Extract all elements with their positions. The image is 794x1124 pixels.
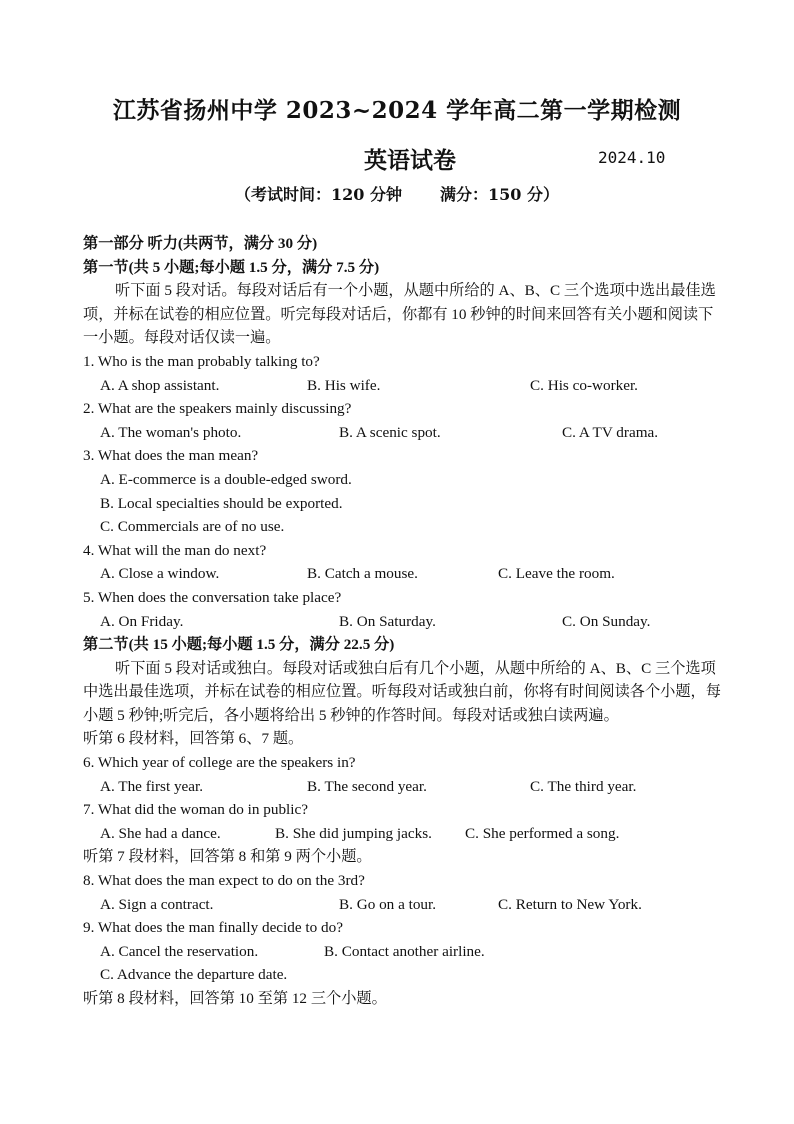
material-8-note: 听第 8 段材料，回答第 10 至第 12 三个小题。 (83, 990, 387, 1007)
option-b: B. On Saturday. (339, 612, 436, 630)
question-4: 4. What will the man do next? (83, 541, 267, 559)
question-5-options (83, 610, 723, 634)
question-7-options (83, 822, 723, 846)
option-c: C. On Sunday. (562, 612, 651, 630)
option-c: C. His co-worker. (530, 376, 638, 394)
option-b: B. Local specialties should be exported. (100, 494, 343, 512)
option-b: B. Contact another airline. (324, 942, 485, 960)
exam-info (0, 182, 794, 205)
option-b: B. A scenic spot. (339, 423, 441, 441)
exam-subtitle: 英语试卷 (364, 147, 456, 174)
exam-content (83, 232, 723, 1011)
option-c: C. She performed a song. (465, 824, 620, 842)
material-6-note: 听第 6 段材料，回答第 6、7 题。 (83, 730, 304, 748)
part1-heading: 第一部分 听力(共两节，满分 30 分) (83, 235, 318, 252)
option-a: A. Cancel the reservation. (100, 942, 259, 960)
question-8: 8. What does the man expect to do on the 3rd? (83, 872, 365, 890)
question-8-options (83, 893, 723, 917)
question-2-options (83, 421, 723, 445)
question-4-options (83, 562, 723, 586)
section1-instructions: 听下面 5 段对话。每段对话后有一个小题，从题中所给的 A、B、C 三个选项中选出最佳选项，并标在试卷的相应位置。听完每段对话后，你都有 10 秒钟的时间来回答有关小题和阅读下一小题。每段对话仅读一遍。 (83, 282, 716, 347)
option-c: C. Advance the departure date. (100, 966, 288, 984)
exam-score: 满分：150 分） (440, 185, 559, 204)
option-a: A. Sign a contract. (100, 895, 214, 913)
option-b: B. His wife. (307, 376, 381, 394)
exam-date: 2024.10 (598, 148, 666, 167)
option-c: C. Leave the room. (498, 565, 615, 583)
question-3: 3. What does the man mean? (83, 447, 259, 465)
option-a: A. The woman's photo. (100, 423, 242, 441)
section1-heading: 第一节(共 5 小题;每小题 1.5 分，满分 7.5 分) (83, 258, 380, 276)
section2-instructions: 听下面 5 段对话或独白。每段对话或独白后有几个小题，从题中所给的 A、B、C 三个选项中选出最佳选项，并标在试卷的相应位置。听每段对话或独白前，你将有时间阅读各个小题，每小题 5 秒钟;听完后，各小题将给出 5 秒钟的作答时间。每段对话或独白读两遍。 (83, 659, 721, 724)
question-6-options (83, 775, 723, 799)
question-9: 9. What does the man finally decide to do? (83, 919, 343, 937)
subtitle-row (0, 142, 794, 172)
option-b: B. Go on a tour. (339, 895, 437, 913)
question-2: 2. What are the speakers mainly discussing? (83, 400, 352, 418)
option-c: C. Commercials are of no use. (100, 518, 285, 536)
option-a: A. E-commerce is a double-edged sword. (100, 470, 352, 488)
option-a: A. Close a window. (100, 565, 220, 583)
question-7: 7. What did the woman do in public? (83, 801, 308, 819)
question-6: 6. Which year of college are the speakers in? (83, 754, 356, 772)
question-1-options (83, 374, 723, 398)
option-c: C. A TV drama. (562, 423, 659, 441)
question-5: 5. When does the conversation take place? (83, 588, 342, 606)
section2-heading: 第二节(共 15 小题;每小题 1.5 分，满分 22.5 分) (83, 636, 395, 654)
option-b: B. The second year. (307, 777, 427, 795)
material-7-note: 听第 7 段材料，回答第 8 和第 9 两个小题。 (83, 848, 372, 866)
option-a: A. The first year. (100, 777, 204, 795)
exam-title: 江苏省扬州中学 2023~2024 学年高二第一学期检测 (112, 97, 682, 124)
option-c: C. Return to New York. (498, 895, 642, 913)
option-a: A. She had a dance. (100, 824, 221, 842)
question-9-options (83, 940, 723, 964)
option-b: B. She did jumping jacks. (275, 824, 432, 842)
option-c: C. The third year. (530, 777, 637, 795)
option-b: B. Catch a mouse. (307, 565, 418, 583)
exam-time: （考试时间：120 分钟 (235, 185, 402, 204)
option-a: A. On Friday. (100, 612, 184, 630)
option-a: A. A shop assistant. (100, 376, 220, 394)
question-1: 1. Who is the man probably talking to? (83, 352, 320, 370)
